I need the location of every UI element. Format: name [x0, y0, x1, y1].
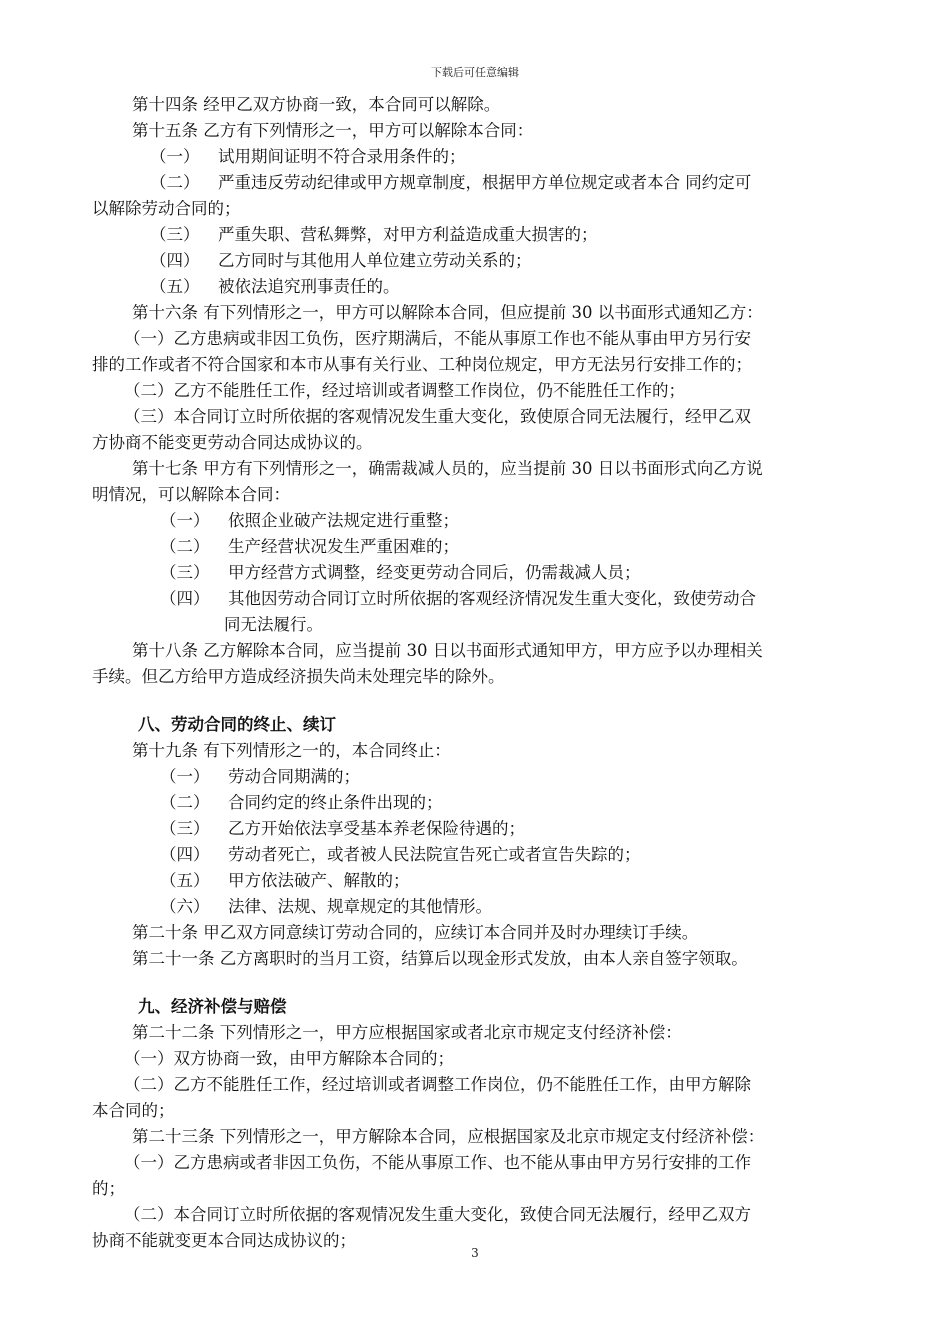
- article-15: 第十五条 乙方有下列情形之一，甲方可以解除本合同：: [132, 121, 534, 140]
- paragraph-line: （二）乙方不能胜任工作，经过培训或者调整工作岗位，仍不能胜任工作的；: [124, 381, 685, 400]
- list-item: （一） 试用期间证明不符合录用条件的；: [150, 147, 466, 166]
- page-header: 下载后可任意编辑: [431, 66, 519, 79]
- paragraph-line: 本合同的；: [92, 1101, 175, 1120]
- paragraph-line: 协商不能就变更本合同达成协议的；: [92, 1231, 356, 1250]
- page-number: 3: [471, 1246, 479, 1260]
- paragraph-line: （二）乙方不能胜任工作，经过培训或者调整工作岗位，仍不能胜任工作，由甲方解除: [124, 1075, 751, 1094]
- article-22: 第二十二条 下列情形之一，甲方应根据国家或者北京市规定支付经济补偿：: [132, 1023, 682, 1042]
- list-item: （一） 劳动合同期满的；: [160, 767, 360, 786]
- list-item: （五） 甲方依法破产、解散的；: [160, 871, 410, 890]
- list-item: （四） 其他因劳动合同订立时所依据的客观经济情况发生重大变化，致使劳动合: [160, 589, 756, 608]
- list-item: （三） 甲方经营方式调整，经变更劳动合同后，仍需裁减人员；: [160, 563, 641, 582]
- paragraph-line: 明情况，可以解除本合同：: [92, 485, 290, 504]
- article-23: 第二十三条 下列情形之一，甲方解除本合同，应根据国家及北京市规定支付经济补偿：: [132, 1127, 765, 1146]
- section-heading-9: 九、经济补偿与赔偿: [138, 997, 287, 1016]
- paragraph-line: （一）乙方患病或者非因工负伤，不能从事原工作、也不能从事由甲方另行安排的工作: [124, 1153, 751, 1172]
- article-19: 第十九条 有下列情形之一的，本合同终止：: [132, 741, 451, 760]
- paragraph-line: 以解除劳动合同的；: [92, 199, 241, 218]
- list-item: （三） 严重失职、营私舞弊，对甲方利益造成重大损害的；: [150, 225, 598, 244]
- article-14: 第十四条 经甲乙双方协商一致，本合同可以解除。: [132, 95, 501, 114]
- list-item: （四） 劳动者死亡，或者被人民法院宣告死亡或者宣告失踪的；: [160, 845, 641, 864]
- list-item: （四） 乙方同时与其他用人单位建立劳动关系的；: [150, 251, 532, 270]
- section-heading-8: 八、劳动合同的终止、续订: [138, 715, 336, 734]
- document-body: [92, 92, 860, 1254]
- paragraph-line: 排的工作或者不符合国家和本市从事有关行业、工种岗位规定，甲方无法另行安排工作的；: [92, 355, 752, 374]
- list-item: （一） 依照企业破产法规定进行重整；: [160, 511, 459, 530]
- paragraph-line: 方协商不能变更劳动合同达成协议的。: [92, 433, 373, 452]
- list-item: （五） 被依法追究刑事责任的。: [150, 277, 400, 296]
- article-20: 第二十条 甲乙双方同意续订劳动合同的，应续订本合同并及时办理续订手续。: [132, 923, 699, 942]
- list-item: （二） 严重违反劳动纪律或甲方规章制度，根据甲方单位规定或者本合 同约定可: [150, 173, 752, 192]
- paragraph-line: （二）本合同订立时所依据的客观情况发生重大变化，致使合同无法履行，经甲乙双方: [124, 1205, 751, 1224]
- list-item: （二） 合同约定的终止条件出现的；: [160, 793, 443, 812]
- paragraph-line: 手续。但乙方给甲方造成经济损失尚未处理完毕的除外。: [92, 667, 505, 686]
- paragraph-line: （一）双方协商一致，由甲方解除本合同的；: [124, 1049, 454, 1068]
- paragraph-line: 同无法履行。: [224, 615, 323, 634]
- list-item: （六） 法律、法规、规章规定的其他情形。: [160, 897, 492, 916]
- paragraph-line: （三）本合同订立时所依据的客观情况发生重大变化，致使原合同无法履行，经甲乙双: [124, 407, 751, 426]
- list-item: （二） 生产经营状况发生严重困难的；: [160, 537, 459, 556]
- paragraph-line: 的；: [92, 1179, 125, 1198]
- list-item: （三） 乙方开始依法享受基本养老保险待遇的；: [160, 819, 525, 838]
- article-18: 第十八条 乙方解除本合同，应当提前 30 日以书面形式通知甲方，甲方应予以办理相关: [132, 641, 763, 660]
- paragraph-line: （一）乙方患病或非因工负伤，医疗期满后，不能从事原工作也不能从事由甲方另行安: [124, 329, 751, 348]
- article-16: 第十六条 有下列情形之一，甲方可以解除本合同，但应提前 30 以书面形式通知乙方：: [132, 303, 763, 322]
- article-17: 第十七条 甲方有下列情形之一，确需裁减人员的，应当提前 30 日以书面形式向乙方说: [132, 459, 763, 478]
- article-21: 第二十一条 乙方离职时的当月工资，结算后以现金形式发放，由本人亲自签字领取。: [132, 949, 748, 968]
